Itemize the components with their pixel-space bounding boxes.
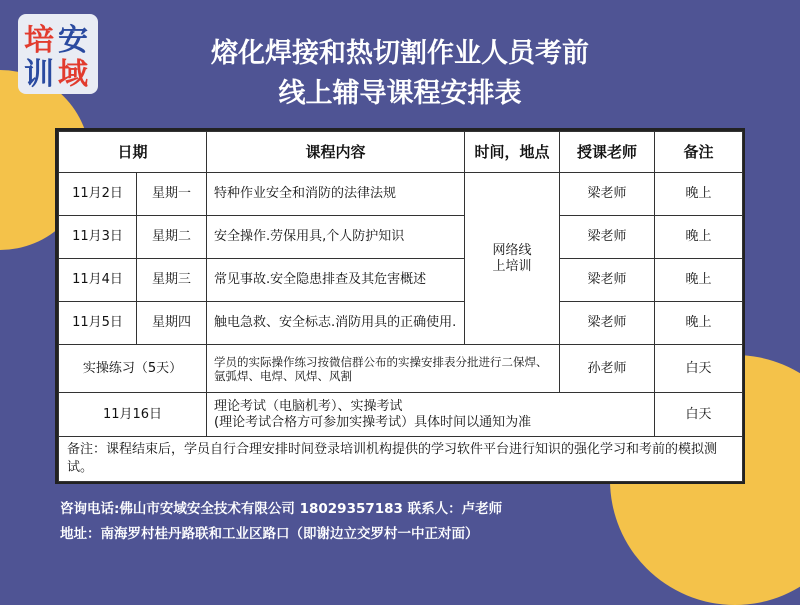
- page-title: [120, 34, 680, 114]
- table-row: [59, 173, 743, 216]
- exam-row: [59, 393, 743, 437]
- row-teacher: 梁老师: [560, 259, 655, 302]
- row-weekday: 星期四: [137, 302, 207, 345]
- table-row: [59, 302, 743, 345]
- exam-date: 11月16日: [59, 393, 207, 437]
- practice-remark: 白天: [655, 345, 743, 393]
- title-line-1: 熔化焊接和热切割作业人员考前: [211, 38, 589, 69]
- svg-text:安: 安: [58, 23, 88, 58]
- schedule-table-container: [55, 128, 745, 484]
- practice-label: 实操练习（5天）: [59, 345, 207, 393]
- practice-teacher: 孙老师: [560, 345, 655, 393]
- row-remark: 晚上: [655, 302, 743, 345]
- row-weekday: 星期三: [137, 259, 207, 302]
- header-remark: 备注: [655, 132, 743, 173]
- footer-address: 地址：南海罗村桂丹路联和工业区路口（即谢边立交罗村一中正对面）: [60, 526, 479, 542]
- practice-row: [59, 345, 743, 393]
- practice-content: 学员的实际操作练习按微信群公布的实操安排表分批进行二保焊、氩弧焊、电焊、风焊、风割: [207, 345, 560, 393]
- row-weekday: 星期一: [137, 173, 207, 216]
- row-date: 11月3日: [59, 216, 137, 259]
- row-teacher: 梁老师: [560, 302, 655, 345]
- footer-contact: 咨询电话:佛山市安域安全技术有限公司 18029357183 联系人：卢老师: [60, 501, 503, 517]
- row-content: 安全操作.劳保用具,个人防护知识: [207, 216, 465, 259]
- exam-content: [207, 393, 655, 437]
- note-row: [59, 437, 743, 482]
- row-date: 11月4日: [59, 259, 137, 302]
- row-remark: 晚上: [655, 259, 743, 302]
- exam-line-1: 理论考试（电脑机考）、实操考试: [214, 398, 403, 414]
- header-content: 课程内容: [207, 132, 465, 173]
- logo-mark: [18, 14, 98, 94]
- table-row: [59, 216, 743, 259]
- row-remark: 晚上: [655, 173, 743, 216]
- row-remark: 晚上: [655, 216, 743, 259]
- header-time-place: 时间，地点: [465, 132, 560, 173]
- header-teacher: 授课老师: [560, 132, 655, 173]
- header-date: 日期: [59, 132, 207, 173]
- schedule-table: [58, 131, 743, 482]
- logo: [18, 14, 98, 94]
- row-teacher: 梁老师: [560, 216, 655, 259]
- row-date: 11月2日: [59, 173, 137, 216]
- note-text: 备注：课程结束后，学员自行合理安排时间登录培训机构提供的学习软件平台进行知识的强化学习和考前的模拟测试。: [59, 437, 743, 482]
- time-place-cell: 网络线上培训: [465, 173, 560, 345]
- svg-text:域: 域: [58, 57, 88, 92]
- row-teacher: 梁老师: [560, 173, 655, 216]
- svg-text:培: 培: [24, 23, 54, 58]
- table-row: [59, 259, 743, 302]
- row-weekday: 星期二: [137, 216, 207, 259]
- title-line-2: 线上辅导课程安排表: [278, 78, 522, 109]
- svg-text:训: 训: [24, 57, 54, 92]
- table-header-row: [59, 132, 743, 173]
- row-content: 特种作业安全和消防的法律法规: [207, 173, 465, 216]
- exam-line-2: (理论考试合格方可参加实操考试）具体时间以通知为准: [214, 414, 532, 430]
- row-content: 常见事故.安全隐患排查及其危害概述: [207, 259, 465, 302]
- exam-remark: 白天: [655, 393, 743, 437]
- row-date: 11月5日: [59, 302, 137, 345]
- row-content: 触电急救、安全标志.消防用具的正确使用.: [207, 302, 465, 345]
